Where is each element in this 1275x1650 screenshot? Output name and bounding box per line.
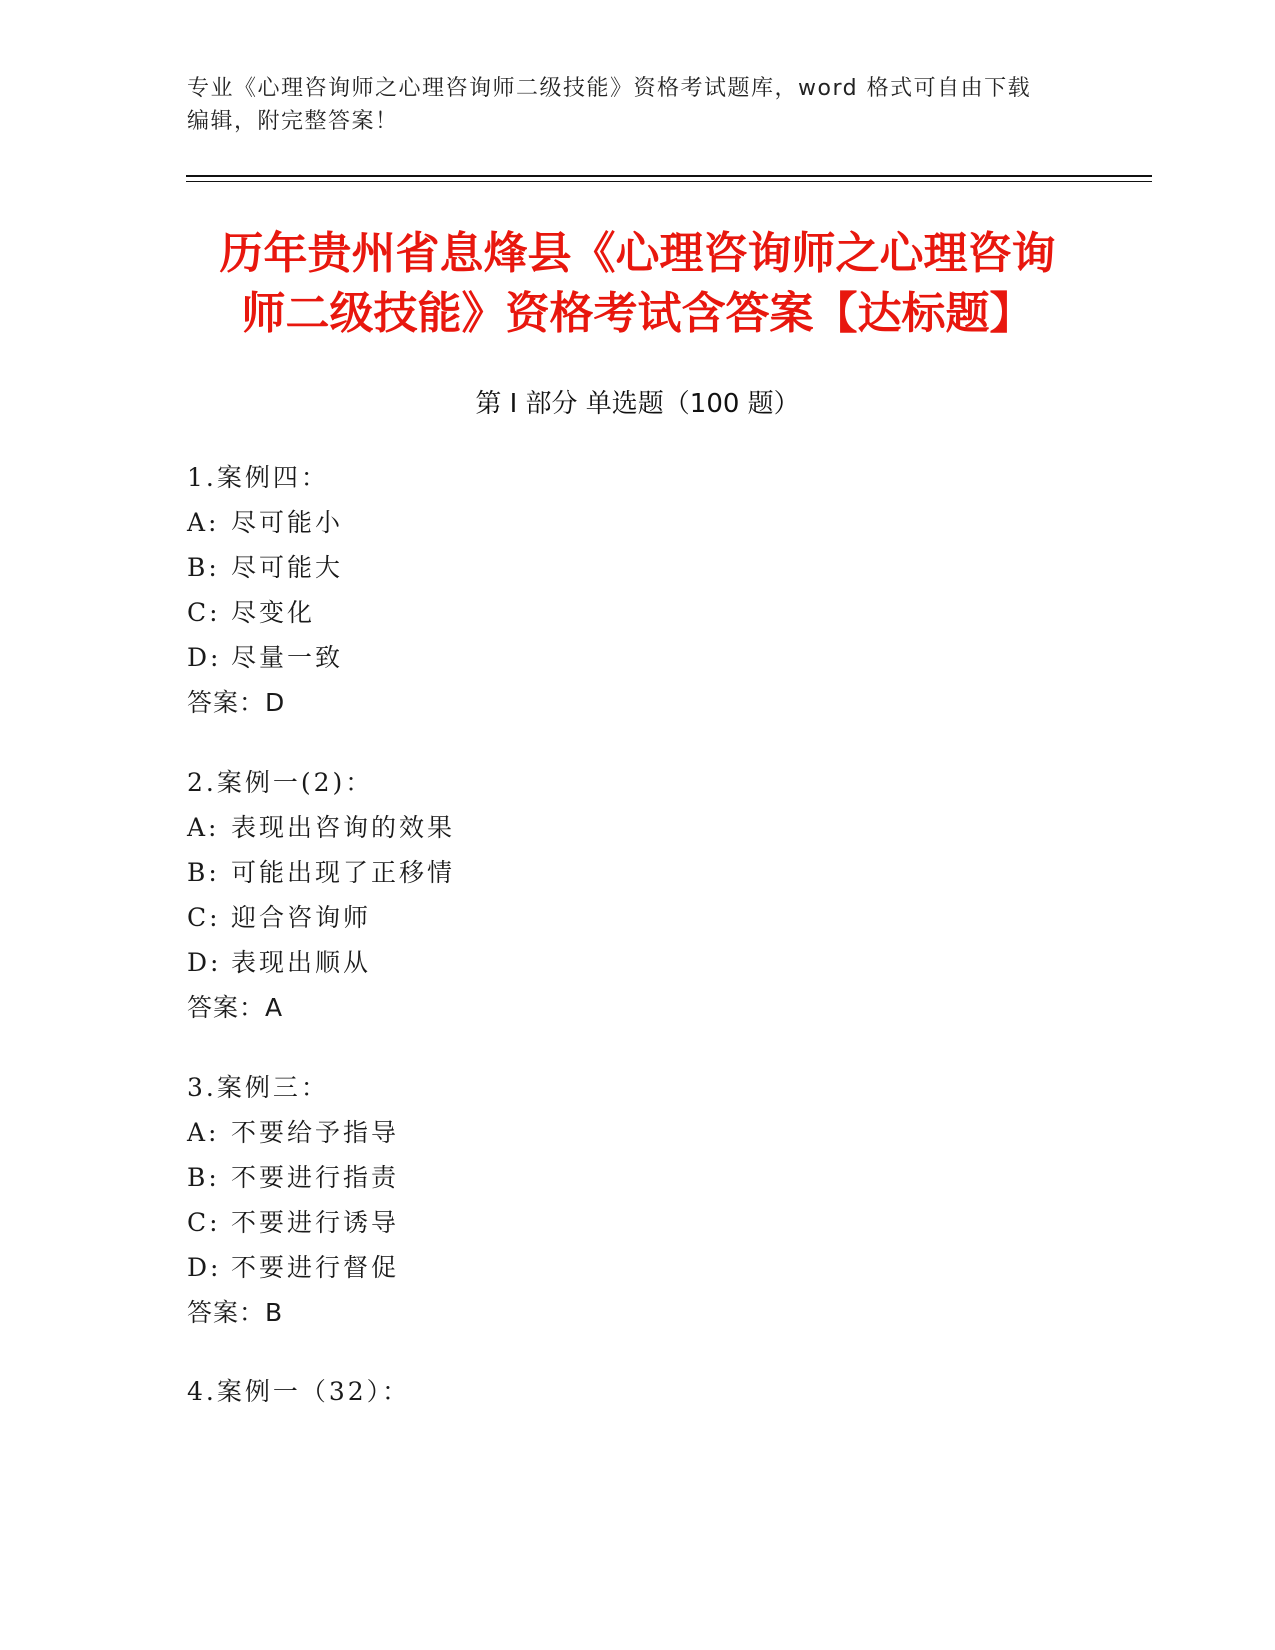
option-letter: B: (187, 553, 220, 582)
question-3 (187, 1065, 1087, 1335)
option-a (187, 1110, 1087, 1155)
option-letter: B: (187, 1163, 220, 1192)
header-divider-thin (186, 181, 1152, 182)
option-b (187, 850, 1087, 895)
option-text: 尽变化 (231, 598, 316, 627)
option-b (187, 545, 1087, 590)
option-c (187, 1200, 1087, 1245)
option-a (187, 805, 1087, 850)
question-2 (187, 760, 1087, 1030)
option-d (187, 635, 1087, 680)
document-title-line-1: 历年贵州省息烽县《心理咨询师之心理咨询 (219, 228, 1056, 279)
option-b (187, 1155, 1087, 1200)
option-c (187, 895, 1087, 940)
option-letter: C: (187, 598, 221, 627)
header-note-line-2: 编辑，附完整答案！ (187, 109, 399, 134)
option-c (187, 590, 1087, 635)
option-letter: A: (187, 508, 220, 537)
option-letter: C: (187, 903, 221, 932)
option-a (187, 500, 1087, 545)
option-d (187, 1245, 1087, 1290)
option-text: 不要给予指导 (231, 1118, 400, 1147)
option-letter: D: (187, 643, 222, 672)
option-text: 不要进行指责 (231, 1163, 400, 1192)
question-stem: 1.案例四： (187, 463, 329, 492)
option-text: 表现出咨询的效果 (231, 813, 456, 842)
question-1 (187, 455, 1087, 725)
section-title: 第 I 部分 单选题（100 题） (475, 389, 800, 419)
question-stem: 3.案例三： (187, 1073, 329, 1102)
option-text: 尽可能小 (231, 508, 344, 537)
option-d (187, 940, 1087, 985)
answer-line: 答案：B (187, 1298, 284, 1327)
question-stem: 4.案例一（32）： (187, 1377, 411, 1406)
option-text: 可能出现了正移情 (231, 858, 456, 887)
option-text: 不要进行诱导 (231, 1208, 400, 1237)
document-title-line-2: 师二级技能》资格考试含答案【达标题】 (241, 288, 1034, 339)
option-letter: A: (187, 1118, 220, 1147)
option-letter: C: (187, 1208, 221, 1237)
question-stem: 2.案例一(2)： (187, 768, 374, 797)
option-letter: D: (187, 948, 222, 977)
document-title (150, 224, 1125, 344)
header-note-line-1: 专业《心理咨询师之心理咨询师二级技能》资格考试题库，word 格式可自由下载 (187, 76, 1032, 101)
option-letter: B: (187, 858, 220, 887)
header-note (187, 72, 1087, 138)
question-4 (187, 1369, 1087, 1414)
option-text: 尽可能大 (231, 553, 344, 582)
option-text: 迎合咨询师 (231, 903, 372, 932)
answer-line: 答案：A (187, 993, 284, 1022)
answer-line: 答案：D (187, 688, 286, 717)
option-text: 表现出顺从 (231, 948, 372, 977)
option-letter: A: (187, 813, 220, 842)
option-text: 尽量一致 (231, 643, 344, 672)
header-divider-thick (186, 175, 1152, 177)
option-letter: D: (187, 1253, 222, 1282)
option-text: 不要进行督促 (231, 1253, 400, 1282)
